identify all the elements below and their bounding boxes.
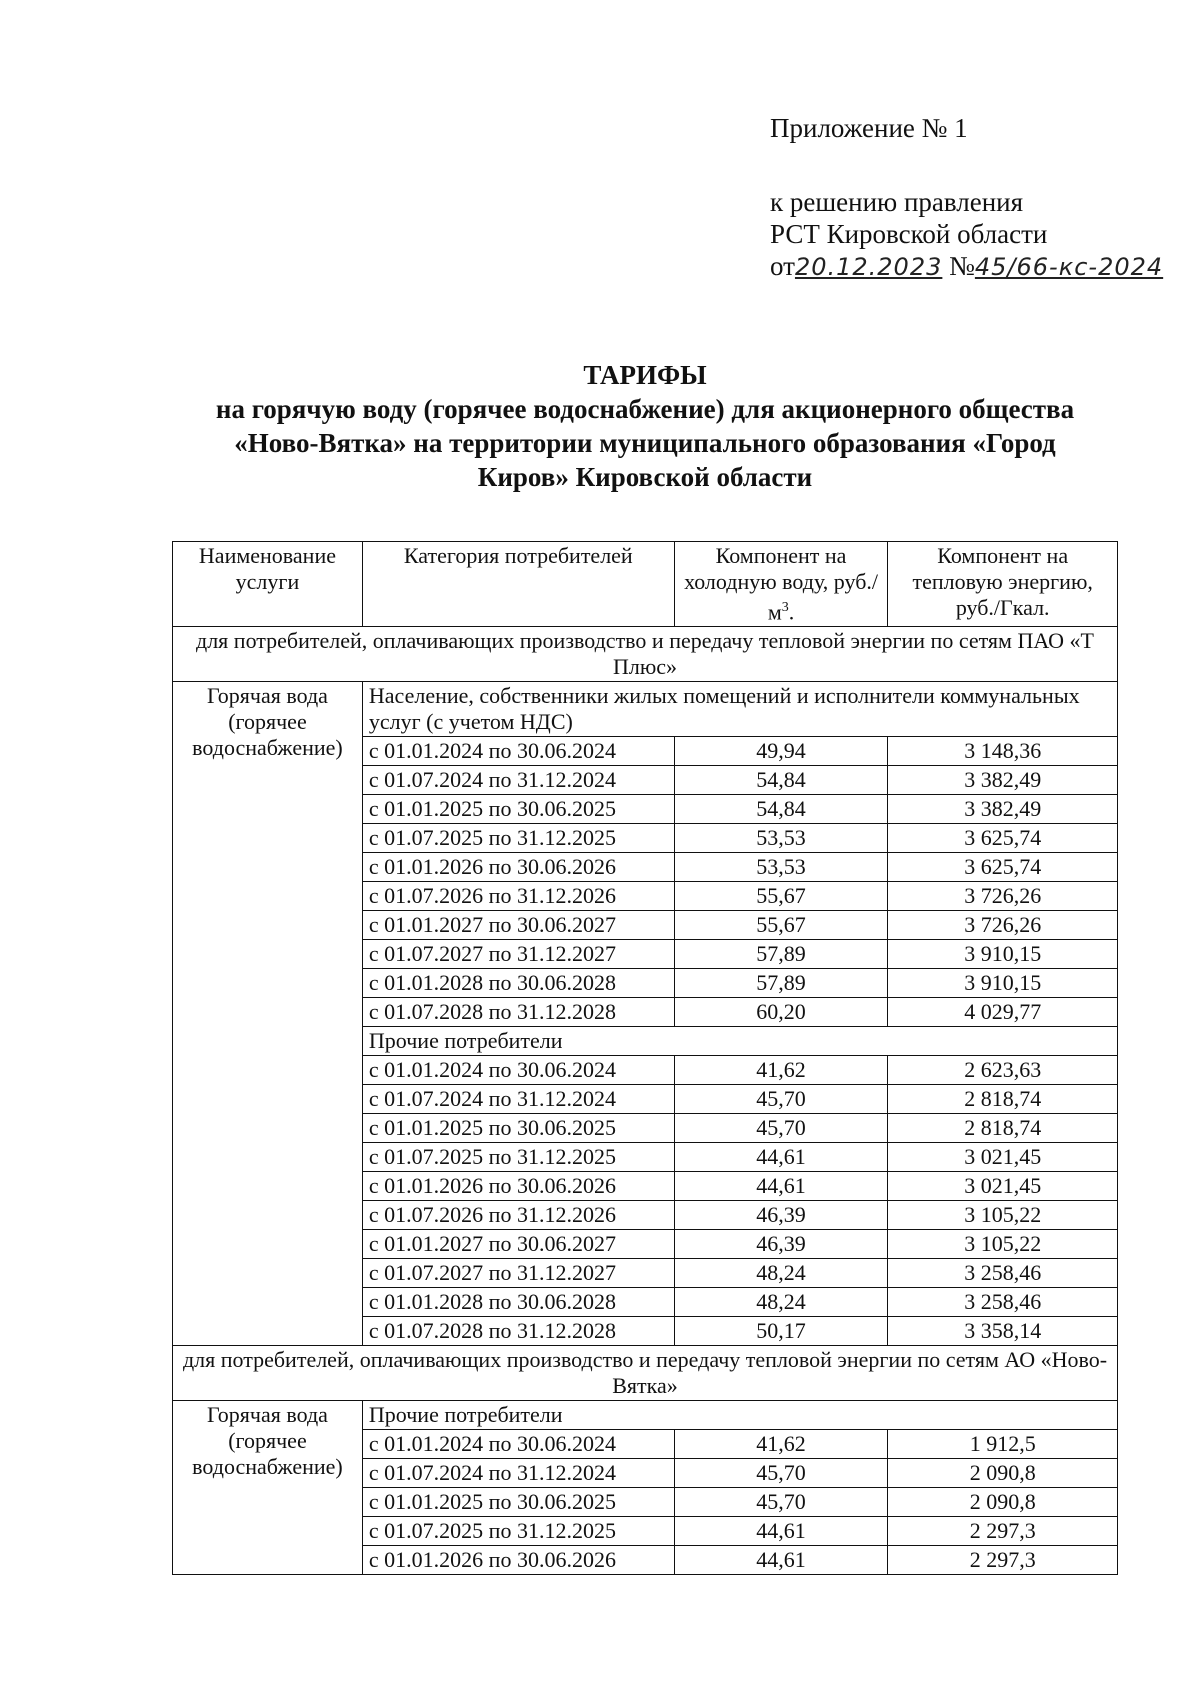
header-cold-water-sup: 3: [781, 600, 789, 615]
heat-energy-value: 2 297,3: [888, 1546, 1118, 1575]
header-category: Категория потребителей: [362, 542, 674, 627]
heat-energy-value: 2 297,3: [888, 1517, 1118, 1546]
period-cell: с 01.07.2025 по 31.12.2025: [362, 1143, 674, 1172]
section-title-row: [173, 1346, 1118, 1401]
period-cell: с 01.01.2025 по 30.06.2025: [362, 795, 674, 824]
date-prefix: от: [770, 251, 795, 281]
heat-energy-value: 3 910,15: [888, 969, 1118, 998]
number-prefix: №: [949, 251, 975, 281]
heat-energy-value: 2 623,63: [888, 1056, 1118, 1085]
header-service: Наименование услуги: [173, 542, 363, 627]
period-cell: с 01.01.2024 по 30.06.2024: [362, 737, 674, 766]
cold-water-value: 44,61: [674, 1172, 888, 1201]
appendix-block: [770, 112, 1163, 283]
handwritten-date: 20.12.2023: [794, 253, 943, 281]
period-cell: с 01.01.2026 по 30.06.2026: [362, 1546, 674, 1575]
heat-energy-value: 3 258,46: [888, 1288, 1118, 1317]
document-title: [170, 358, 1120, 494]
period-cell: с 01.07.2028 по 31.12.2028: [362, 1317, 674, 1346]
period-cell: с 01.01.2026 по 30.06.2026: [362, 853, 674, 882]
handwritten-number: 45/66-кс-2024: [974, 253, 1164, 281]
period-cell: с 01.07.2025 по 31.12.2025: [362, 1517, 674, 1546]
section-title: для потребителей, оплачивающих производство и передачу тепловой энергии по сетям АО «Ново-Вятка»: [173, 1346, 1118, 1401]
cold-water-value: 41,62: [674, 1056, 888, 1085]
appendix-date-line: [770, 250, 1163, 283]
cold-water-value: 49,94: [674, 737, 888, 766]
period-cell: с 01.07.2025 по 31.12.2025: [362, 824, 674, 853]
header-cold-water-end: .: [788, 599, 795, 625]
heat-energy-value: 2 818,74: [888, 1114, 1118, 1143]
tariff-table-body: [173, 542, 1118, 1575]
period-cell: с 01.07.2024 по 31.12.2024: [362, 1459, 674, 1488]
cold-water-value: 60,20: [674, 998, 888, 1027]
heat-energy-value: 3 910,15: [888, 940, 1118, 969]
heat-energy-value: 3 625,74: [888, 853, 1118, 882]
cold-water-value: 46,39: [674, 1230, 888, 1259]
cold-water-value: 41,62: [674, 1430, 888, 1459]
table-header-row: [173, 542, 1118, 627]
cold-water-value: 57,89: [674, 940, 888, 969]
period-cell: с 01.01.2027 по 30.06.2027: [362, 1230, 674, 1259]
period-cell: с 01.07.2026 по 31.12.2026: [362, 882, 674, 911]
cold-water-value: 53,53: [674, 824, 888, 853]
appendix-title: Приложение № 1: [770, 113, 968, 143]
heat-energy-value: 3 625,74: [888, 824, 1118, 853]
heat-energy-value: 3 726,26: [888, 911, 1118, 940]
header-cold-water-text: Компонент на холодную воду, руб./м: [684, 543, 879, 625]
period-cell: с 01.07.2028 по 31.12.2028: [362, 998, 674, 1027]
heat-energy-value: 2 818,74: [888, 1085, 1118, 1114]
group-label-row: [173, 682, 1118, 737]
period-cell: с 01.07.2026 по 31.12.2026: [362, 1201, 674, 1230]
heat-energy-value: 3 021,45: [888, 1143, 1118, 1172]
title-line-2: «Ново-Вятка» на территории муниципального образования «Город: [234, 428, 1056, 458]
period-cell: с 01.01.2027 по 30.06.2027: [362, 911, 674, 940]
section-title: для потребителей, оплачивающих производство и передачу тепловой энергии по сетям ПАО «Т Плюс»: [173, 627, 1118, 682]
cold-water-value: 45,70: [674, 1114, 888, 1143]
heat-energy-value: 3 105,22: [888, 1201, 1118, 1230]
header-heat-energy: Компонент на тепловую энергию, руб./Гкал.: [888, 542, 1118, 627]
cold-water-value: 44,61: [674, 1546, 888, 1575]
period-cell: с 01.01.2024 по 30.06.2024: [362, 1430, 674, 1459]
cold-water-value: 45,70: [674, 1488, 888, 1517]
cold-water-value: 46,39: [674, 1201, 888, 1230]
heat-energy-value: 3 358,14: [888, 1317, 1118, 1346]
heat-energy-value: 3 382,49: [888, 795, 1118, 824]
cold-water-value: 45,70: [674, 1459, 888, 1488]
period-cell: с 01.01.2028 по 30.06.2028: [362, 969, 674, 998]
group-label-row: [173, 1401, 1118, 1430]
cold-water-value: 48,24: [674, 1288, 888, 1317]
period-cell: с 01.07.2027 по 31.12.2027: [362, 1259, 674, 1288]
cold-water-value: 55,67: [674, 882, 888, 911]
heat-energy-value: 3 148,36: [888, 737, 1118, 766]
period-cell: с 01.07.2027 по 31.12.2027: [362, 940, 674, 969]
cold-water-value: 44,61: [674, 1517, 888, 1546]
heat-energy-value: 2 090,8: [888, 1459, 1118, 1488]
heat-energy-value: 3 021,45: [888, 1172, 1118, 1201]
cold-water-value: 57,89: [674, 969, 888, 998]
consumer-group-label: Прочие потребители: [362, 1027, 1117, 1056]
cold-water-value: 44,61: [674, 1143, 888, 1172]
period-cell: с 01.01.2025 по 30.06.2025: [362, 1114, 674, 1143]
cold-water-value: 48,24: [674, 1259, 888, 1288]
heat-energy-value: 4 029,77: [888, 998, 1118, 1027]
heat-energy-value: 3 382,49: [888, 766, 1118, 795]
title-line-1: на горячую воду (горячее водоснабжение) для акционерного общества: [215, 394, 1075, 424]
header-cold-water: [674, 542, 888, 627]
appendix-line-2: РСТ Кировской области: [770, 219, 1048, 249]
heat-energy-value: 3 258,46: [888, 1259, 1118, 1288]
period-cell: с 01.07.2024 по 31.12.2024: [362, 766, 674, 795]
period-cell: с 01.07.2024 по 31.12.2024: [362, 1085, 674, 1114]
cold-water-value: 53,53: [674, 853, 888, 882]
cold-water-value: 54,84: [674, 795, 888, 824]
service-name-cell: Горячая вода (горячее водоснабжение): [173, 682, 363, 1346]
heat-energy-value: 3 726,26: [888, 882, 1118, 911]
period-cell: с 01.01.2025 по 30.06.2025: [362, 1488, 674, 1517]
cold-water-value: 55,67: [674, 911, 888, 940]
title-heading: ТАРИФЫ: [583, 360, 707, 390]
section-title-row: [173, 627, 1118, 682]
period-cell: с 01.01.2028 по 30.06.2028: [362, 1288, 674, 1317]
cold-water-value: 50,17: [674, 1317, 888, 1346]
consumer-group-label: Прочие потребители: [362, 1401, 1117, 1430]
service-name-cell: Горячая вода (горячее водоснабжение): [173, 1401, 363, 1575]
heat-energy-value: 1 912,5: [888, 1430, 1118, 1459]
heat-energy-value: 2 090,8: [888, 1488, 1118, 1517]
appendix-line-1: к решению правления: [770, 187, 1024, 217]
cold-water-value: 45,70: [674, 1085, 888, 1114]
title-line-3: Киров» Кировской области: [477, 462, 813, 492]
tariff-table: [172, 541, 1118, 1575]
heat-energy-value: 3 105,22: [888, 1230, 1118, 1259]
consumer-group-label: Население, собственники жилых помещений и исполнители коммунальных услуг (с учетом НДС): [362, 682, 1117, 737]
period-cell: с 01.01.2026 по 30.06.2026: [362, 1172, 674, 1201]
period-cell: с 01.01.2024 по 30.06.2024: [362, 1056, 674, 1085]
cold-water-value: 54,84: [674, 766, 888, 795]
